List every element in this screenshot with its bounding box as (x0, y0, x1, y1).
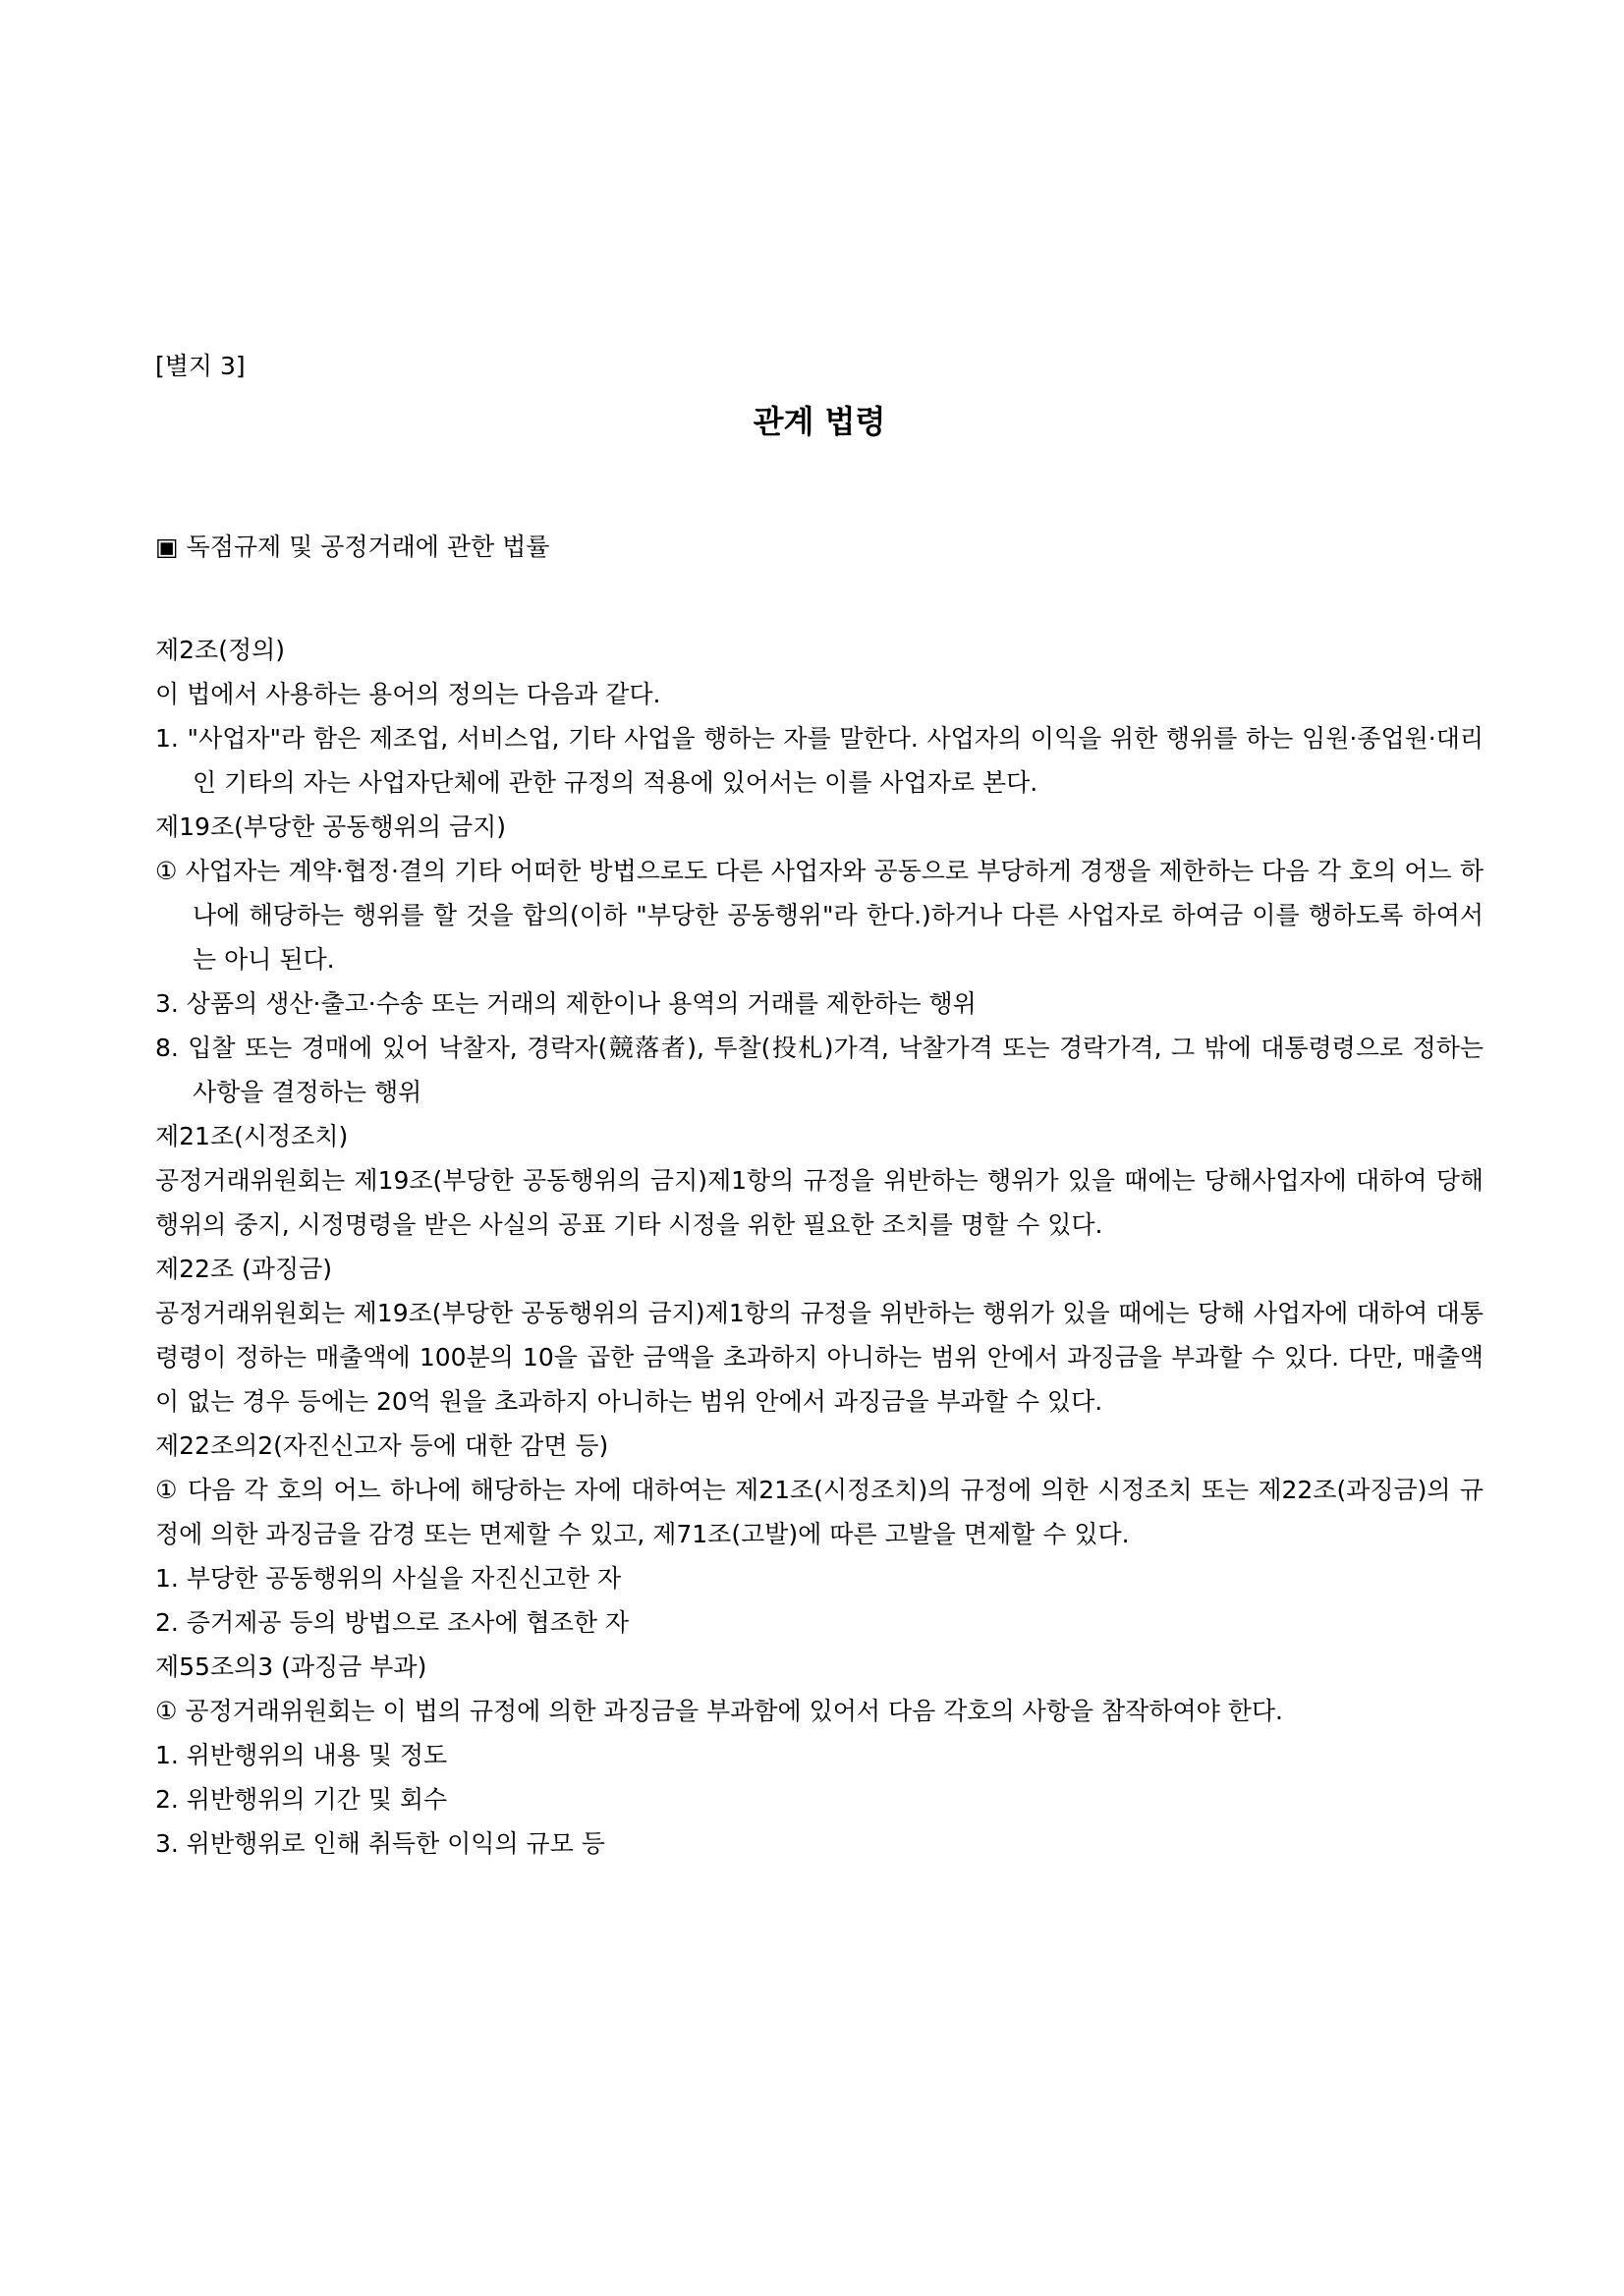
article-22-2-para-1: ① 다음 각 호의 어느 하나에 해당하는 자에 대하여는 제21조(시정조치)의 규정에 의한 시정조치 또는 제22조(과징금)의 규정에 의한 과징금을 감경 또는 면제할 수 있고, 제71조(고발)에 따른 고발을 면제할 수 있다. (155, 1476, 1484, 1548)
article-heading-19: 제19조(부당한 공동행위의 금지) (155, 812, 507, 841)
article-19-item-3: 3. 상품의 생산·출고·수송 또는 거래의 제한이나 용역의 거래를 제한하는 행위 (155, 989, 977, 1018)
article-19-para-1: ① 사업자는 계약·협정·결의 기타 어떠한 방법으로도 다른 사업자와 공동으로 부당하게 경쟁을 제한하는 다음 각 호의 어느 하나에 해당하는 행위를 할 것을 합의(이하 "부당한 공동행위"라 한다.)하거나 다른 사업자로 하여금 이를 행하도록 하여서는 아니 된다. (155, 857, 1484, 974)
law-title: ▣ 독점규제 및 공정거래에 관한 법률 (155, 532, 550, 561)
article-heading-22: 제22조 (과징금) (155, 1255, 333, 1283)
article-heading-21: 제21조(시정조치) (155, 1122, 349, 1150)
document-title: 관계 법령 (753, 403, 886, 440)
article-22-2-item-1: 1. 부당한 공동행위의 사실을 자진신고한 자 (155, 1564, 622, 1593)
article-heading-55-3: 제55조의3 (과징금 부과) (155, 1652, 427, 1681)
article-heading-22-2: 제22조의2(자진신고자 등에 대한 감면 등) (155, 1431, 609, 1460)
article-19-item-8: 8. 입찰 또는 경매에 있어 낙찰자, 경락자(競落者), 투찰(投札)가격, 낙찰가격 또는 경락가격, 그 밖에 대통령령으로 정하는 사항을 결정하는 행위 (155, 1034, 1484, 1106)
article-21-text: 공정거래위원회는 제19조(부당한 공동행위의 금지)제1항의 규정을 위반하는 행위가 있을 때에는 당해사업자에 대하여 당해행위의 중지, 시정명령을 받은 사실의 공표 기타 시정을 위한 필요한 조치를 명할 수 있다. (155, 1166, 1484, 1239)
article-55-3-item-2: 2. 위반행위의 기간 및 회수 (155, 1785, 448, 1814)
article-2-item-1: 1. "사업자"라 함은 제조업, 서비스업, 기타 사업을 행하는 자를 말한다. 사업자의 이익을 위한 행위를 하는 임원·종업원·대리인 기타의 자는 사업자단체에 관한 규정의 적용에 있어서는 이를 사업자로 본다. (155, 724, 1484, 797)
statute-body (155, 628, 1484, 1866)
document-page (155, 344, 1484, 1866)
annex-label: [별지 3] (155, 352, 246, 380)
article-22-2-item-2: 2. 증거제공 등의 방법으로 조사에 협조한 자 (155, 1608, 630, 1637)
article-2-intro: 이 법에서 사용하는 용어의 정의는 다음과 같다. (155, 680, 661, 708)
article-heading-2: 제2조(정의) (155, 636, 286, 664)
article-55-3-item-3: 3. 위반행위로 인해 취득한 이익의 규모 등 (155, 1829, 605, 1858)
article-55-3-item-1: 1. 위반행위의 내용 및 정도 (155, 1741, 448, 1769)
article-22-text: 공정거래위원회는 제19조(부당한 공동행위의 금지)제1항의 규정을 위반하는 행위가 있을 때에는 당해 사업자에 대하여 대통령령이 정하는 매출액에 100분의 10을 곱한 금액을 초과하지 아니하는 범위 안에서 과징금을 부과할 수 있다. 다만, 매출액이 없는 경우 등에는 20억 원을 초과하지 아니하는 범위 안에서 과징금을 부과할 수 있다. (155, 1299, 1484, 1416)
article-55-3-para-1: ① 공정거래위원회는 이 법의 규정에 의한 과징금을 부과함에 있어서 다음 각호의 사항을 참작하여야 한다. (155, 1697, 1283, 1725)
